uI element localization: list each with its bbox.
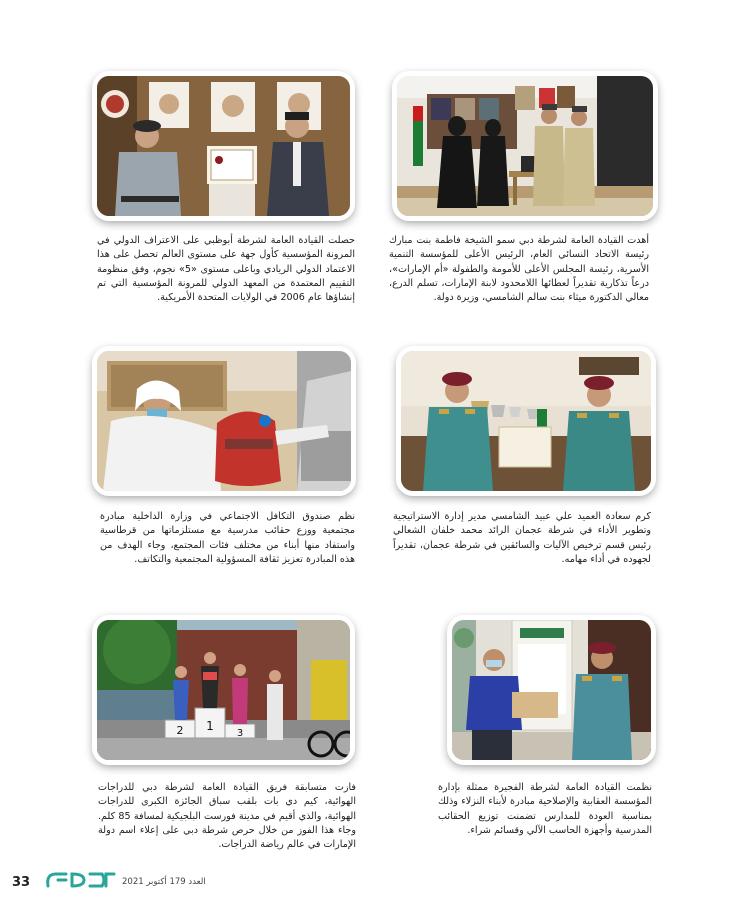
caption-cycling-podium: فازت متسابقة فريق القيادة العامة لشرطة دبي للدراجات الهوائية، كيم دي بات بلقب سباق الجائزة الكبرى للدراجات الهوائية، والذي أقيم في مدينة فورست البلجيكية لمسافة 85 كلم. وجاء هذا الفوز من خلال حرص شرطة دبي على إعلاء اسم دولة الإمارات في عالم رياضة الدراجات. (98, 782, 356, 851)
caption-abudhabi-certificate: حصلت القيادة العامة لشرطة أبوظبي على الاعتراف الدولي في المرونة المؤسسية كأول جهة على مستوى العالم تحصل على هذا الاعتماد الدولي الريادي وباعلى مستوى «5» نجوم، وفق منظومة التقييم المعتمدة من المعهد الدولي للمرونة المؤسسية التي تم إنشاؤها عام 2006 في الولايات المتحدة الأمريكية. (97, 235, 355, 304)
caption-ajman-honoring: كرم سعادة العميد علي عبيد الشامسي مدير إدارة الاستراتيجية وتطوير الأداء في شرطة عجمان الرائد محمد خلفان الشعالي رئيس قسم ترخيص الآليات والسائقين في شرطة عجمان، تقديراً لجهوده في أداء مهامه. (393, 511, 651, 565)
podium-third-label: 3 (236, 728, 244, 739)
photo-ajman-honoring (401, 351, 651, 491)
photo-fujairah-initiative (452, 620, 651, 760)
photo-abudhabi-certificate (97, 76, 350, 216)
magazine-logo (44, 868, 116, 894)
caption-dubai-shield: أهدت القيادة العامة لشرطة دبي سمو الشيخة فاطمة بنت مبارك رئيسة الاتحاد النسائي العام، الرئيس الأعلى للمؤسسة التنمية الأسرية، رئيسة المجلس الأعلى للأمومة والطفولة «أم الإمارات»، درعاً تذكارية تقديراً لعطائها اللامحدود لابنة الإمارات، تسلم الدرع، معالي الدكتورة ميثاء بنت سالم الشامسي، وزيرة دولة. (389, 235, 649, 304)
issue-info: العدد 179 أكتوبر 2021 (122, 877, 206, 887)
photo-dubai-shield-presentation (397, 76, 653, 216)
podium-first-label: 1 (206, 719, 214, 733)
photo-cycling-podium (97, 620, 350, 760)
photo-school-bags (97, 351, 351, 491)
page-number: 33 (12, 875, 31, 890)
caption-fujairah-initiative: نظمت القيادة العامة لشرطة الفجيرة ممثلة بإدارة المؤسسة العقابية والإصلاحية مبادرة لأبناء النزلاء وذلك بمناسبة العودة للمدارس تضمنت توزيع الحقائب المدرسية وأجهزة الحاسب الآلي وقسائم شراء. (438, 782, 652, 836)
caption-school-bags: نظم صندوق التكافل الاجتماعي في وزارة الداخلية مبادرة مجتمعية ووزع حقائب مدرسية مع مستلزماتها من قرطاسية واستفاد منها أبناء من مختلف فئات المجتمع، وجاء الهدف من هذه المبادرة تعزيز ثقافة المسؤولية المجتمعية والتكاتف. (100, 511, 355, 565)
podium-second-label: 2 (176, 724, 184, 737)
